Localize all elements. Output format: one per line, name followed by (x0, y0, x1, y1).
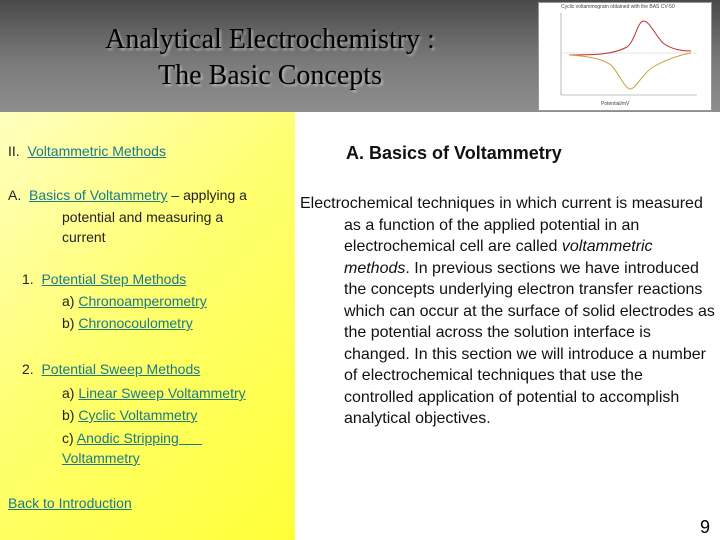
section-heading: A. Basics of Voltammetry (346, 143, 562, 163)
nav-prefix: c) (62, 430, 74, 446)
thumbnail-x-label: Potential/mV (601, 101, 630, 107)
nav-item-a-line2: potential and measuring a (62, 209, 224, 225)
nav-prefix: 2. (22, 361, 34, 377)
slide-header (0, 0, 720, 112)
nav-prefix: a) (62, 293, 75, 309)
nav-prefix: a) (62, 385, 75, 401)
linear-sweep-voltammetry-link[interactable]: Linear Sweep Voltammetry (78, 385, 246, 401)
paragraph-text-1: Electrochemical techniques in which current is measured as a function of the applied potential in an electrochemical cell are called (300, 195, 703, 255)
title-line-2: The Basic Concepts (158, 60, 382, 91)
basics-of-voltammetry-link[interactable]: Basics of Voltammetry (29, 187, 168, 203)
nav-item-1 (22, 268, 186, 290)
slide-title (40, 22, 500, 94)
nav-item-2b (62, 404, 197, 426)
anodic-stripping-link[interactable]: Anodic Stripping (76, 430, 203, 446)
nav-item-2c-line2 (62, 447, 140, 469)
chronocoulometry-link[interactable]: Chronocoulometry (78, 315, 193, 331)
nav-item-a (8, 184, 247, 206)
cyclic-voltammetry-link[interactable]: Cyclic Voltammetry (78, 407, 198, 423)
nav-item-a-line3: current (62, 229, 106, 245)
nav-prefix: II. (8, 143, 20, 159)
nav-prefix: A. (8, 187, 22, 203)
voltammogram-thumbnail (538, 2, 712, 111)
potential-step-methods-link[interactable]: Potential Step Methods (41, 271, 187, 287)
page-number: 9 (700, 517, 711, 537)
chronoamperometry-link[interactable]: Chronoamperometry (78, 293, 207, 309)
thumbnail-caption: Cyclic voltammogram obtained with the BAS CV-50 (561, 4, 675, 10)
nav-prefix: 1. (22, 271, 34, 287)
anodic-stripping-voltammetry-link[interactable]: Voltammetry (62, 450, 140, 466)
paragraph-emphasis: voltammetric methods (344, 238, 653, 277)
voltammogram-plot (539, 3, 711, 110)
nav-item-2 (22, 358, 200, 380)
title-line-1: Analytical Electrochemistry : (105, 24, 435, 55)
nav-back (8, 492, 132, 514)
nav-item-a-text: – applying a (167, 187, 247, 203)
voltammetric-methods-link[interactable]: Voltammetric Methods (27, 143, 166, 159)
body-paragraph (300, 193, 716, 430)
nav-prefix: b) (62, 315, 75, 331)
back-to-introduction-link[interactable]: Back to Introduction (8, 495, 132, 511)
nav-item-2a (62, 382, 246, 404)
nav-item-1a (62, 290, 207, 312)
nav-prefix: b) (62, 407, 75, 423)
nav-item-1b (62, 312, 193, 334)
nav-section-voltammetric (8, 140, 166, 162)
nav-item-2c (62, 427, 202, 449)
potential-sweep-methods-link[interactable]: Potential Sweep Methods (41, 361, 201, 377)
paragraph-text-2: . In previous sections we have introduced the concepts underlying electron transfer reactions which can occur at the surface of solid electrodes as the potential across the solution interface is changed. In this section we will introduce a number of electrochemical techniques that use the controlled application of potential to accomplish analytical objectives. (344, 259, 715, 427)
